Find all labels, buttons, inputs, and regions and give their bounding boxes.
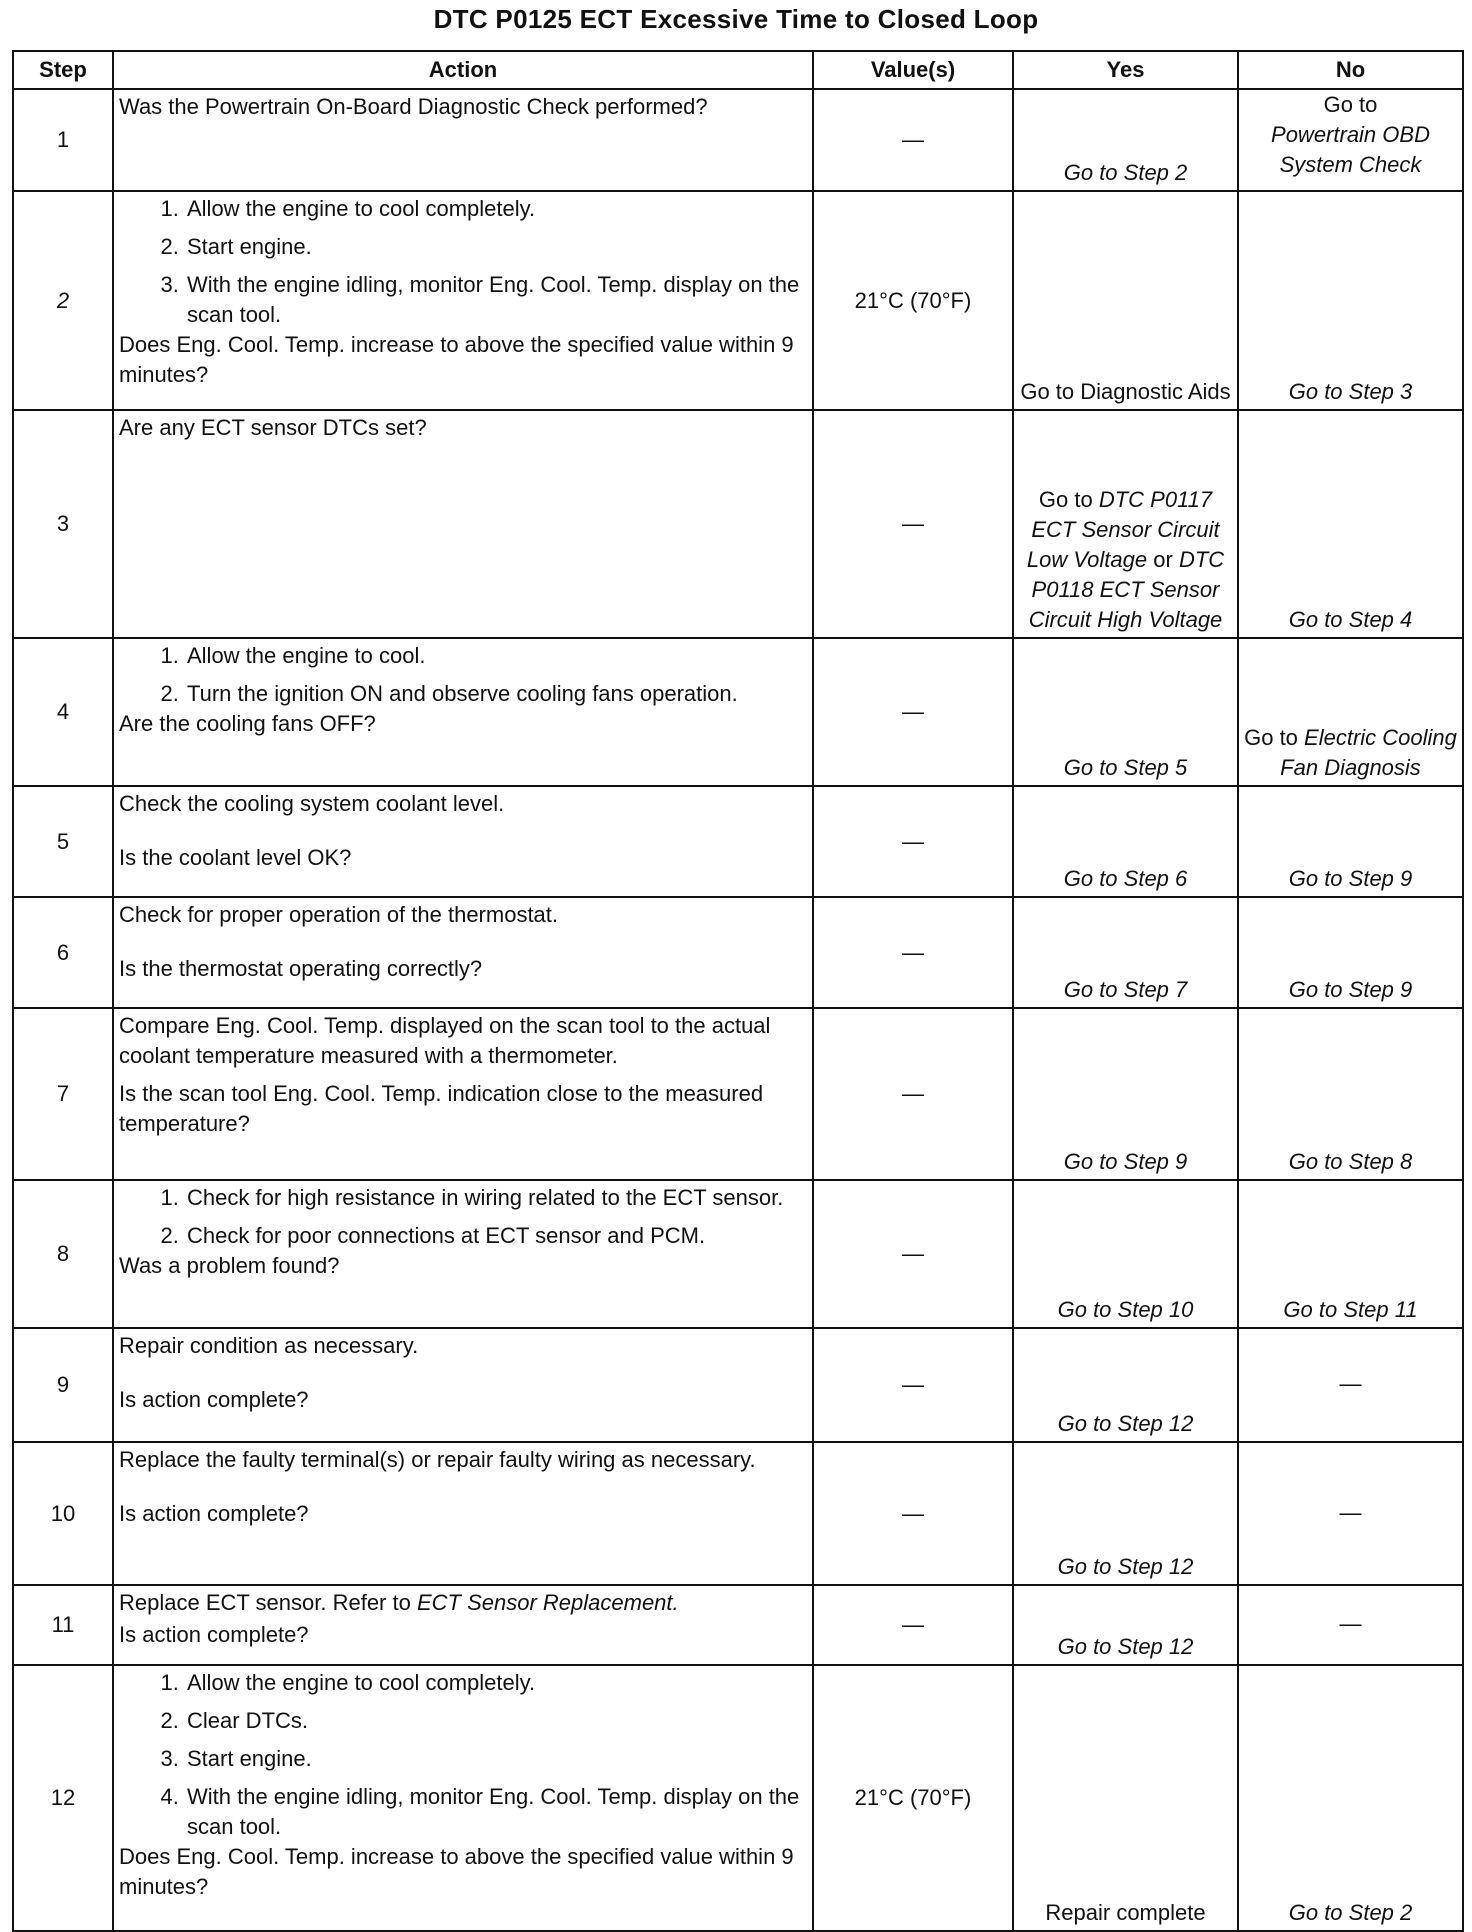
yes-link-dtc-p0117[interactable]: DTC P0117 ECT Sensor Circuit Low Voltage xyxy=(1026,487,1220,572)
no-prefix: Go to xyxy=(1323,92,1378,117)
yes-link[interactable]: Go to Step 12 xyxy=(1013,1585,1238,1665)
step-number: 9 xyxy=(13,1328,113,1442)
action-text: Are any ECT sensor DTCs set? xyxy=(119,415,427,440)
action-cell xyxy=(113,897,813,1008)
list-item: 3. With the engine idling, monitor Eng. Cool. Temp. display on the scan tool. xyxy=(185,270,808,330)
action-cell xyxy=(113,89,813,191)
header-yes: Yes xyxy=(1013,51,1238,89)
action-text: Repair condition as necessary. xyxy=(119,1333,419,1358)
no-link[interactable]: Go to Step 9 xyxy=(1238,786,1463,897)
action-text: Compare Eng. Cool. Temp. displayed on the scan tool to the actual coolant temperature measured with a thermometer. xyxy=(119,1013,771,1068)
yes-link[interactable]: Go to Step 7 xyxy=(1013,897,1238,1008)
no-prefix: Go to xyxy=(1244,725,1298,750)
yes-link[interactable]: Go to Step 5 xyxy=(1013,638,1238,786)
step-number: 11 xyxy=(13,1585,113,1665)
no-link-obd-system-check[interactable]: Powertrain OBD System Check xyxy=(1271,122,1430,177)
action-question: Is the scan tool Eng. Cool. Temp. indication close to the measured temperature? xyxy=(119,1081,764,1136)
no-cell xyxy=(1238,638,1463,786)
header-no: No xyxy=(1238,51,1463,89)
action-text xyxy=(119,1588,808,1618)
yes-link[interactable]: Go to Step 6 xyxy=(1013,786,1238,897)
no-cell: — xyxy=(1238,1328,1463,1442)
action-question: Was a problem found? xyxy=(119,1253,340,1278)
diagnostic-table xyxy=(12,50,1464,1932)
no-link[interactable]: Go to Step 3 xyxy=(1238,191,1463,410)
yes-or: or xyxy=(1153,547,1173,572)
action-cell xyxy=(113,1328,813,1442)
ect-sensor-replacement-link[interactable]: ECT Sensor Replacement. xyxy=(416,1590,679,1615)
value-cell: — xyxy=(813,638,1013,786)
list-item: 2. Start engine. xyxy=(185,232,808,262)
step-number: 6 xyxy=(13,897,113,1008)
list-item: 3. Start engine. xyxy=(185,1744,808,1774)
value-cell: — xyxy=(813,1008,1013,1180)
no-cell xyxy=(1238,89,1463,191)
action-question: Does Eng. Cool. Temp. increase to above the specified value within 9 minutes? xyxy=(119,1844,794,1899)
action-question: Is action complete? xyxy=(119,1622,309,1647)
yes-cell xyxy=(1013,410,1238,638)
action-cell xyxy=(113,786,813,897)
header-action: Action xyxy=(113,51,813,89)
page-title: DTC P0125 ECT Excessive Time to Closed Loop xyxy=(433,4,1039,34)
table-row xyxy=(13,1180,1463,1328)
table-row xyxy=(13,1008,1463,1180)
yes-link-dtc-p0118[interactable]: DTC P0118 ECT Sensor Circuit High Voltage xyxy=(1028,547,1225,632)
action-list xyxy=(119,1183,808,1251)
table-row xyxy=(13,638,1463,786)
no-link[interactable]: Go to Step 4 xyxy=(1238,410,1463,638)
action-list xyxy=(119,1668,808,1842)
value-cell: — xyxy=(813,1328,1013,1442)
no-link[interactable]: Go to Step 8 xyxy=(1238,1008,1463,1180)
header-row xyxy=(13,51,1463,89)
step-number: 10 xyxy=(13,1442,113,1585)
yes-link[interactable]: Go to Step 12 xyxy=(1013,1328,1238,1442)
table-row xyxy=(13,191,1463,410)
table-row xyxy=(13,786,1463,897)
action-cell xyxy=(113,638,813,786)
list-item: 1. Allow the engine to cool completely. xyxy=(185,194,808,224)
yes-prefix: Go to xyxy=(1038,487,1093,512)
no-link-cooling-fan-diagnosis[interactable]: Electric Cooling Fan Diagnosis xyxy=(1280,725,1457,780)
list-item: 2. Check for poor connections at ECT sensor and PCM. xyxy=(185,1221,808,1251)
action-question: Is action complete? xyxy=(119,1387,309,1412)
step-number: 2 xyxy=(13,191,113,410)
action-text: Was the Powertrain On-Board Diagnostic Check performed? xyxy=(119,94,708,119)
table-row xyxy=(13,1665,1463,1931)
list-item: 2. Turn the ignition ON and observe cooling fans operation. xyxy=(185,679,808,709)
step-number: 5 xyxy=(13,786,113,897)
action-cell xyxy=(113,1665,813,1931)
no-link[interactable]: Go to Step 9 xyxy=(1238,897,1463,1008)
action-text: Check the cooling system coolant level. xyxy=(119,791,505,816)
value-cell: — xyxy=(813,1180,1013,1328)
step-number: 3 xyxy=(13,410,113,638)
action-list xyxy=(119,194,808,330)
step-number: 12 xyxy=(13,1665,113,1931)
yes-link[interactable]: Go to Step 2 xyxy=(1013,89,1238,191)
table-row xyxy=(13,1328,1463,1442)
step-number: 7 xyxy=(13,1008,113,1180)
value-cell: — xyxy=(813,89,1013,191)
action-question: Is the coolant level OK? xyxy=(119,845,352,870)
action-cell xyxy=(113,1442,813,1585)
yes-link[interactable]: Go to Step 9 xyxy=(1013,1008,1238,1180)
value-cell: — xyxy=(813,897,1013,1008)
table-row xyxy=(13,1585,1463,1665)
action-cell xyxy=(113,1585,813,1665)
table-row xyxy=(13,1442,1463,1585)
action-cell xyxy=(113,191,813,410)
action-text: Replace the faulty terminal(s) or repair faulty wiring as necessary. xyxy=(119,1447,756,1472)
yes-link[interactable]: Go to Step 10 xyxy=(1013,1180,1238,1328)
action-list xyxy=(119,641,808,709)
table-row xyxy=(13,897,1463,1008)
action-question: Are the cooling fans OFF? xyxy=(119,711,376,736)
step-number: 8 xyxy=(13,1180,113,1328)
yes-link[interactable]: Go to Step 12 xyxy=(1013,1442,1238,1585)
action-question: Is the thermostat operating correctly? xyxy=(119,956,483,981)
action-question: Is action complete? xyxy=(119,1501,309,1526)
value-cell: — xyxy=(813,1585,1013,1665)
action-cell xyxy=(113,410,813,638)
value-cell: — xyxy=(813,1442,1013,1585)
list-item: 4. With the engine idling, monitor Eng. Cool. Temp. display on the scan tool. xyxy=(185,1782,808,1842)
no-cell: — xyxy=(1238,1442,1463,1585)
value-cell: 21°C (70°F) xyxy=(813,1665,1013,1931)
table-row xyxy=(13,89,1463,191)
list-item: 1. Check for high resistance in wiring related to the ECT sensor. xyxy=(185,1183,808,1213)
action-prefix: Replace ECT sensor. Refer to xyxy=(119,1590,411,1615)
value-cell: 21°C (70°F) xyxy=(813,191,1013,410)
no-link[interactable]: Go to Step 11 xyxy=(1238,1180,1463,1328)
no-link[interactable]: Go to Step 2 xyxy=(1238,1665,1463,1931)
action-cell xyxy=(113,1008,813,1180)
action-text: Check for proper operation of the thermostat. xyxy=(119,902,559,927)
list-item: 1. Allow the engine to cool. xyxy=(185,641,808,671)
yes-link[interactable]: Go to Diagnostic Aids xyxy=(1013,191,1238,410)
list-item: 2. Clear DTCs. xyxy=(185,1706,808,1736)
no-cell: — xyxy=(1238,1585,1463,1665)
header-step: Step xyxy=(13,51,113,89)
list-item: 1. Allow the engine to cool completely. xyxy=(185,1668,808,1698)
header-values: Value(s) xyxy=(813,51,1013,89)
step-number: 4 xyxy=(13,638,113,786)
value-cell: — xyxy=(813,410,1013,638)
action-cell xyxy=(113,1180,813,1328)
action-question: Does Eng. Cool. Temp. increase to above the specified value within 9 minutes? xyxy=(119,332,794,387)
table-row xyxy=(13,410,1463,638)
step-number: 1 xyxy=(13,89,113,191)
yes-cell: Repair complete xyxy=(1013,1665,1238,1931)
value-cell: — xyxy=(813,786,1013,897)
